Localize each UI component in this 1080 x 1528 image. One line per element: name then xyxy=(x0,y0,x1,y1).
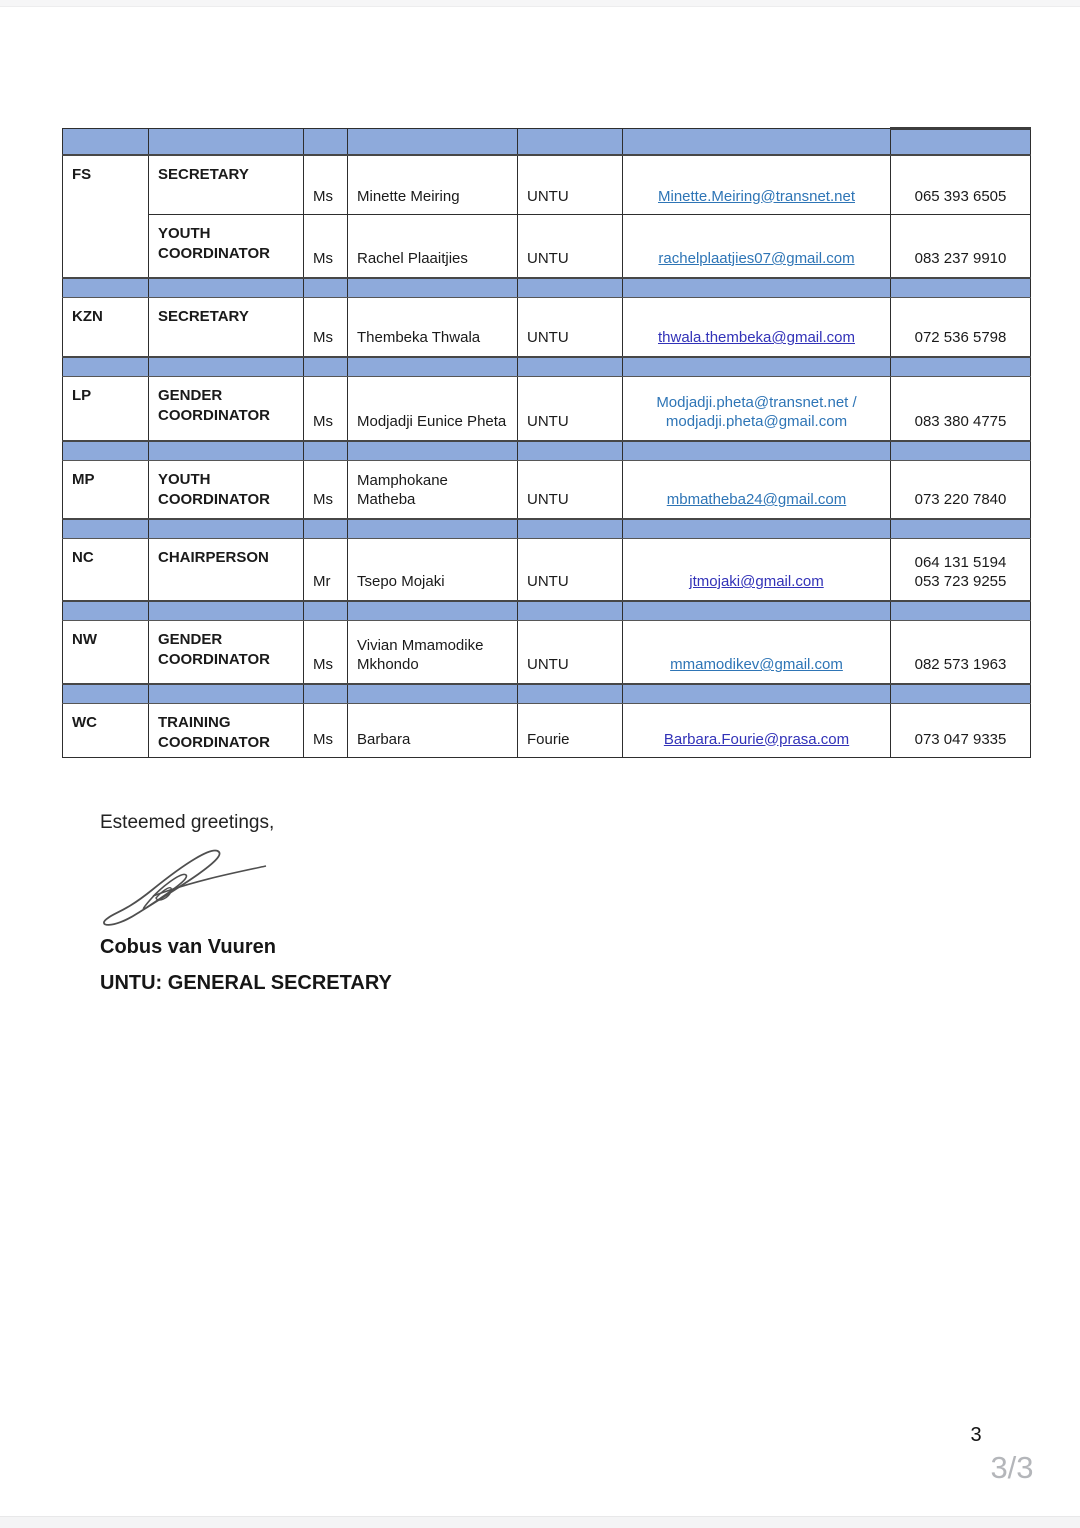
org-cell: Fourie xyxy=(518,704,623,758)
greeting-text: Esteemed greetings, xyxy=(100,812,275,833)
viewer-page-indicator: 3/3 xyxy=(990,1450,1034,1485)
role-cell: SECRETARY xyxy=(149,155,304,215)
title-cell: Ms xyxy=(304,377,348,441)
header-cell xyxy=(304,129,348,155)
name-cell: Barbara xyxy=(348,704,518,758)
email-link[interactable]: Barbara.Fourie@prasa.com xyxy=(663,730,850,748)
table-row xyxy=(63,704,1031,758)
email-link[interactable]: jtmojaki@gmail.com xyxy=(689,573,824,590)
name-cell: Vivian Mmamodike Mkhondo xyxy=(348,621,518,684)
name-cell: Mamphokane Matheba xyxy=(348,461,518,519)
email-link[interactable]: mbmatheba24@gmail.com xyxy=(666,491,847,508)
signatory-name: Cobus van Vuuren xyxy=(100,936,276,958)
role-cell: GENDER COORDINATOR xyxy=(149,621,304,684)
phone-cell: 064 131 5194 053 723 9255 xyxy=(891,539,1031,601)
header-cell xyxy=(149,129,304,155)
province-cell: WC xyxy=(63,704,149,758)
email-link[interactable]: Modjadji.pheta@transnet.net / modjadji.pheta@gmail.com xyxy=(656,393,857,430)
name-cell: Minette Meiring xyxy=(348,155,518,215)
phone-cell: 083 380 4775 xyxy=(891,377,1031,441)
handwritten-signature-image xyxy=(98,846,268,931)
document-page-number: 3 xyxy=(970,1424,982,1446)
org-cell: UNTU xyxy=(518,621,623,684)
header-cell xyxy=(891,129,1031,155)
name-cell: Thembeka Thwala xyxy=(348,298,518,357)
separator-row xyxy=(63,684,1031,704)
title-cell: Ms xyxy=(304,621,348,684)
header-cell xyxy=(348,129,518,155)
phone-cell: 083 237 9910 xyxy=(891,215,1031,278)
province-cell: NC xyxy=(63,539,149,601)
org-cell: UNTU xyxy=(518,298,623,357)
org-cell: UNTU xyxy=(518,155,623,215)
role-cell: YOUTH COORDINATOR xyxy=(149,461,304,519)
title-cell: Mr xyxy=(304,539,348,601)
title-cell: Ms xyxy=(304,298,348,357)
province-cell: FS xyxy=(63,155,149,278)
signatory-title: UNTU: GENERAL SECRETARY xyxy=(100,972,392,994)
phone-cell: 072 536 5798 xyxy=(891,298,1031,357)
phone-cell: 073 047 9335 xyxy=(891,704,1031,758)
name-cell: Modjadji Eunice Pheta xyxy=(348,377,518,441)
phone-cell: 065 393 6505 xyxy=(891,155,1031,215)
org-cell: UNTU xyxy=(518,377,623,441)
role-cell: SECRETARY xyxy=(149,298,304,357)
contact-table xyxy=(62,127,1031,758)
table-row xyxy=(63,155,1031,215)
org-cell: UNTU xyxy=(518,539,623,601)
name-cell: Rachel Plaaitjies xyxy=(348,215,518,278)
role-cell: TRAINING COORDINATOR xyxy=(149,704,304,758)
org-cell: UNTU xyxy=(518,215,623,278)
header-cell xyxy=(623,129,891,155)
separator-row xyxy=(63,601,1031,621)
separator-row xyxy=(63,519,1031,539)
role-cell: GENDER COORDINATOR xyxy=(149,377,304,441)
table-row xyxy=(63,215,1031,278)
name-cell: Tsepo Mojaki xyxy=(348,539,518,601)
title-cell: Ms xyxy=(304,155,348,215)
title-cell: Ms xyxy=(304,461,348,519)
separator-row xyxy=(63,441,1031,461)
province-cell: NW xyxy=(63,621,149,684)
phone-cell: 073 220 7840 xyxy=(891,461,1031,519)
email-link[interactable]: thwala.thembeka@gmail.com xyxy=(658,329,855,346)
table-row xyxy=(63,461,1031,519)
table-row xyxy=(63,539,1031,601)
page-top-edge xyxy=(0,0,1080,7)
role-cell: CHAIRPERSON xyxy=(149,539,304,601)
header-cell xyxy=(63,129,149,155)
province-cell: MP xyxy=(63,461,149,519)
title-cell: Ms xyxy=(304,215,348,278)
province-cell: LP xyxy=(63,377,149,441)
email-link[interactable]: Minette.Meiring@transnet.net xyxy=(658,187,855,205)
province-cell: KZN xyxy=(63,298,149,357)
phone-cell: 082 573 1963 xyxy=(891,621,1031,684)
org-cell: UNTU xyxy=(518,461,623,519)
page-bottom-edge xyxy=(0,1516,1080,1528)
table-row xyxy=(63,298,1031,357)
separator-row xyxy=(63,278,1031,298)
email-link[interactable]: rachelplaatjies07@gmail.com xyxy=(658,250,855,267)
separator-row xyxy=(63,357,1031,377)
table-header-row xyxy=(63,129,1031,155)
table-row xyxy=(63,377,1031,441)
email-link[interactable]: mmamodikev@gmail.com xyxy=(670,656,843,673)
header-cell xyxy=(518,129,623,155)
title-cell: Ms xyxy=(304,704,348,758)
role-cell: YOUTH COORDINATOR xyxy=(149,215,304,278)
table-row xyxy=(63,621,1031,684)
